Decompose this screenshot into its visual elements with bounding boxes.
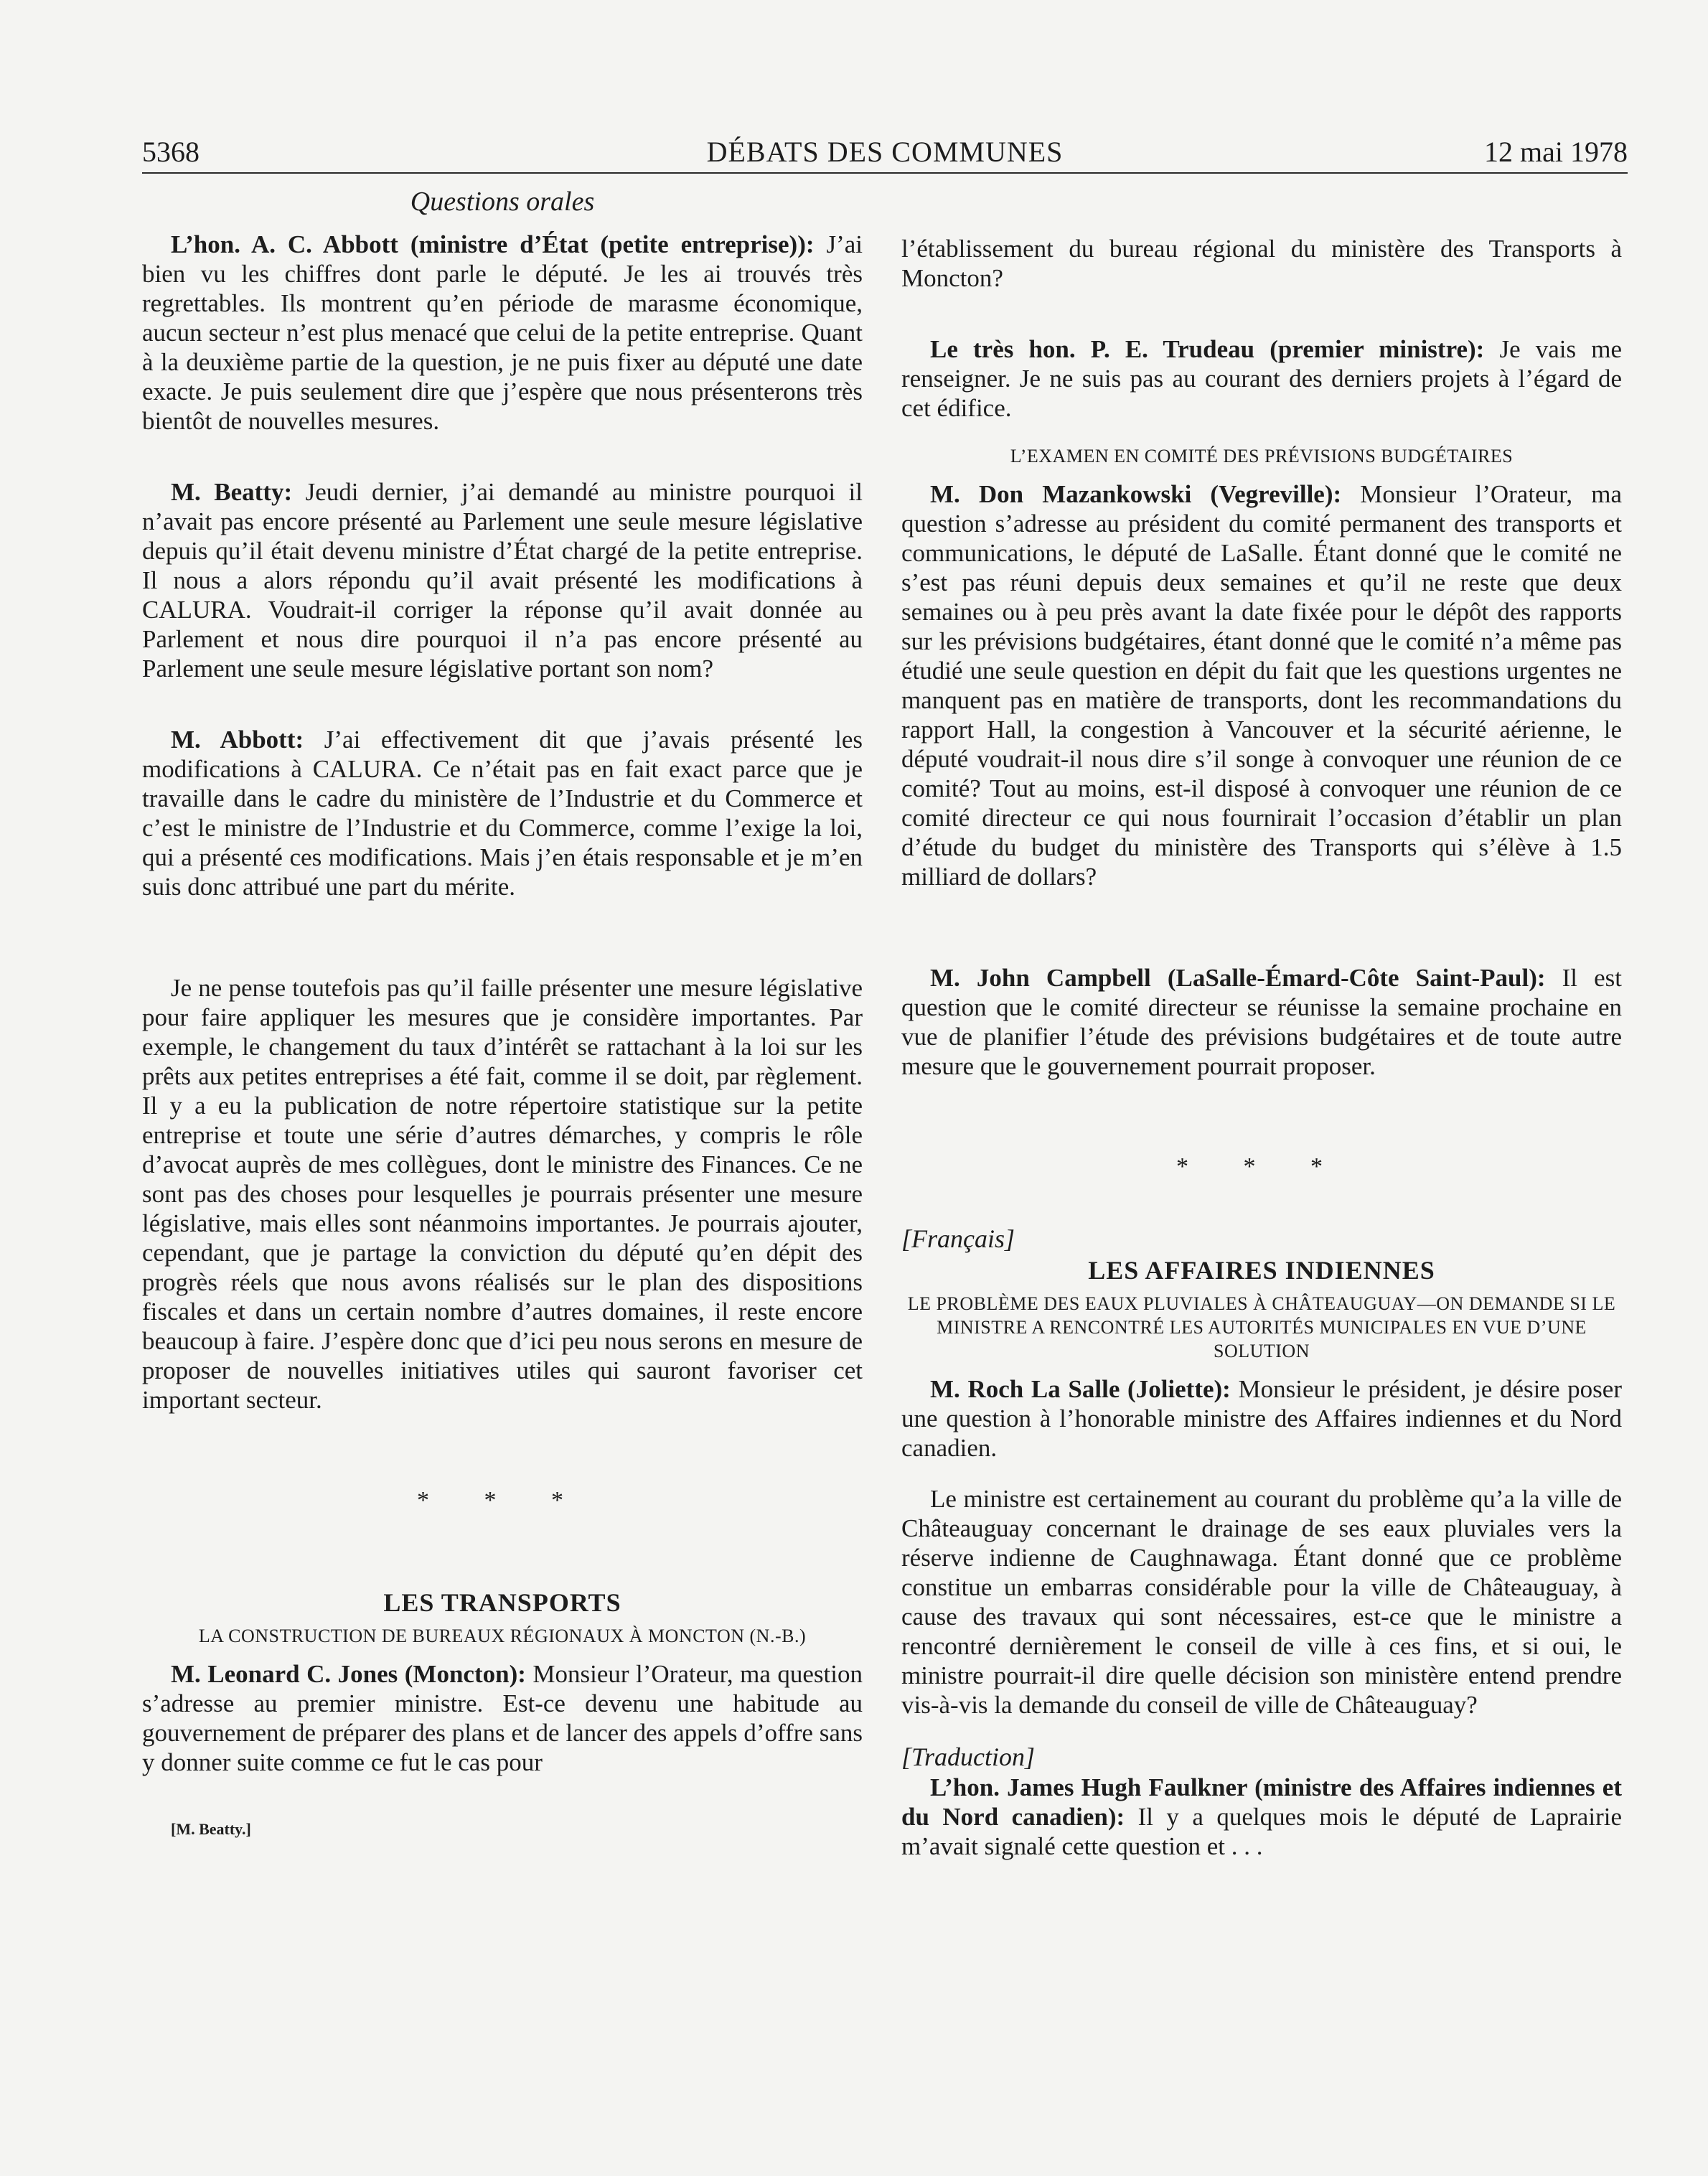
language-note: [Français] [901, 1224, 1015, 1253]
paragraph-text: Monsieur l’Orateur, ma question s’adresse au président du comité permanent des transports et communications, le député de LaSalle. Étant donné que le comité ne s’est pas réuni depuis deux semaines et qu’il ne reste que deux semaines ou à peu près avant la date fixée pour le dépôt des rapports sur les prévisions budgétaires, étant donné que le comité n’a même pas étudié une seule question en dépit du fait que les questions urgentes ne manquent pas en matière de transports, dont les recommandations du rapport Hall, la congestion à Vancouver et la sécurité aérienne, le député voudrait-il nous dire s’il songe à convoquer une réunion de ce comité? Tout au moins, est-il disposé à convoquer une réunion de ce comité directeur ce qui nous fournirait l’occasion d’établir un plan d’étude du budget du ministère des Transports qui s’élève à 1.5 milliard de dollars? [901, 480, 1622, 891]
speaker: L’hon. A. C. Abbott (ministre d’État (petite entreprise)): [171, 230, 815, 258]
running-head: Questions orales [410, 187, 595, 217]
subsection-heading: LE PROBLÈME DES EAUX PLUVIALES À CHÂTEAUGUAY—ON DEMANDE SI LE MINISTRE A RENCONTRÉ LES AUTORITÉS MUNICIPALES EN VUE D’UNE SOLUTION [907, 1293, 1616, 1361]
paragraph [142, 1659, 863, 1777]
left-column [142, 184, 863, 1839]
paragraph-text: Je vais me renseigner. Je ne suis pas au courant des derniers projets à l’égard de cet édifice. [901, 335, 1622, 422]
speaker: M. Roch La Salle (Joliette): [930, 1375, 1231, 1403]
subsection-heading: LA CONSTRUCTION DE BUREAUX RÉGIONAUX À MONCTON (N.-B.) [198, 1626, 807, 1646]
language-note: [Traduction] [901, 1743, 1036, 1771]
paragraph [901, 1773, 1622, 1861]
section-separator: * * * [417, 1487, 588, 1514]
paragraph: Je ne pense toutefois pas qu’il faille présenter une mesure législative pour faire appliquer les mesures que je considère importantes. Par exemple, le changement du taux d’intérêt se rattachant à la loi sur les prêts aux petites entreprises a été fait, comme il se doit, par règlement. Il y a eu la publication de notre répertoire statistique sur la petite entreprise et toute une série d’autres démarches, y compris le rôle d’avocat auprès de mes collègues, dont le ministre des Finances. Ce ne sont pas des choses pour lesquelles je pourrais présenter une mesure législative, mais elles sont néanmoins importantes. Je pourrais ajouter, cependant, que je partage la conviction du député qu’en dépit des progrès réels que nous avons réalisés sur le plan des dispositions fiscales et dans un certain nombre d’autres domaines, il reste encore beaucoup à faire. J’espère donc que d’ici peu nous serons en mesure de proposer de nouvelles initiatives utiles qui sauront favoriser cet important secteur. [142, 974, 863, 1414]
speaker: M. John Campbell (LaSalle-Émard-Côte Saint-Paul): [930, 964, 1546, 992]
speaker: M. Don Mazankowski (Vegreville): [930, 480, 1342, 508]
paragraph [901, 1374, 1622, 1463]
section-heading: LES TRANSPORTS [383, 1588, 621, 1617]
speaker: M. Leonard C. Jones (Moncton): [171, 1660, 526, 1688]
paragraph [142, 725, 863, 901]
issue-date: 12 mai 1978 [1484, 136, 1628, 168]
right-column [901, 234, 1622, 1861]
page-number: 5368 [142, 136, 200, 168]
paragraph [901, 963, 1622, 1081]
paragraph: Le ministre est certainement au courant du problème qu’a la ville de Châteauguay concernant le drainage de ses eaux pluviales vers la réserve indienne de Caughnawaga. Étant donné que ce problème constitue un embarras considérable pour la ville de Châteauguay, à cause des travaux qui sont nécessaires, est-ce que le ministre a rencontré dernièrement le conseil de ville à ces fins, et si oui, le ministre pourrait-il dire quelle décision son ministère entend prendre vis-à-vis la demande du conseil de ville de Châteauguay? [901, 1485, 1622, 1719]
paragraph [142, 230, 863, 436]
paragraph [901, 334, 1622, 423]
paragraph [142, 477, 863, 683]
paragraph-text: Il y a quelques mois le député de Laprairie m’avait signalé cette question et . . . [901, 1803, 1622, 1860]
speaker: Le très hon. P. E. Trudeau (premier ministre): [930, 335, 1485, 363]
page-marker: [M. Beatty.] [171, 1820, 251, 1838]
paragraph-text: Il est question que le comité directeur se réunisse la semaine prochaine en vue de planifier l’étude des prévisions budgétaires et de toute autre mesure que le gouvernement pourrait proposer. [901, 964, 1622, 1080]
section-separator: * * * [1176, 1153, 1347, 1180]
speaker: M. Abbott: [171, 726, 304, 754]
paragraph-text: Monsieur le président, je désire poser une question à l’honorable ministre des Affaires indiennes et du Nord canadien. [901, 1375, 1622, 1462]
paragraph-text: Monsieur l’Orateur, ma question s’adresse au premier ministre. Est-ce devenu une habitude au gouvernement de préparer des plans et de lancer des appels d’offre sans y donner suite comme ce fut le cas pour [142, 1660, 863, 1776]
paragraph-text: J’ai effectivement dit que j’avais présenté les modifications à CALURA. Ce n’était pas en fait exact parce que je travaille dans le cadre du ministère de l’Industrie et du Commerce et c’est le ministre de l’Industrie et du Commerce, comme l’exige la loi, qui a présenté ces modifications. Mais j’en étais responsable et je m’en suis donc attribué une part du mérite. [142, 726, 863, 901]
publication-title: DÉBATS DES COMMUNES [706, 136, 1064, 168]
paragraph: l’établissement du bureau régional du ministère des Transports à Moncton? [901, 235, 1622, 292]
page-header [142, 132, 1628, 174]
paragraph [901, 479, 1622, 891]
speaker: M. Beatty: [171, 478, 293, 506]
section-heading: LES AFFAIRES INDIENNES [1088, 1256, 1435, 1285]
speaker: L’hon. James Hugh Faulkner (ministre des Affaires indiennes et du Nord canadien): [901, 1773, 1622, 1831]
subsection-heading: L’EXAMEN EN COMITÉ DES PRÉVISIONS BUDGÉTAIRES [1010, 446, 1514, 466]
paragraph-text: Jeudi dernier, j’ai demandé au ministre pourquoi il n’avait pas encore présenté au Parlement une seule mesure législative depuis qu’il était devenu ministre d’État chargé de la petite entreprise. Il nous a alors répondu qu’il avait présenté les modifications à CALURA. Voudrait-il corriger la réponse qu’il avait donnée au Parlement et nous dire pourquoi il n’a pas encore présenté au Parlement une seule mesure législative portant son nom? [142, 478, 863, 683]
paragraph-text: J’ai bien vu les chiffres dont parle le député. Je les ai trouvés très regrettables. Ils montrent qu’en période de marasme économique, aucun secteur n’est plus menacé que celui de la petite entreprise. Quant à la deuxième partie de la question, je ne puis fixer au député une date exacte. Je puis seulement dire que j’espère que nous présenterons très bientôt de nouvelles mesures. [142, 230, 863, 435]
